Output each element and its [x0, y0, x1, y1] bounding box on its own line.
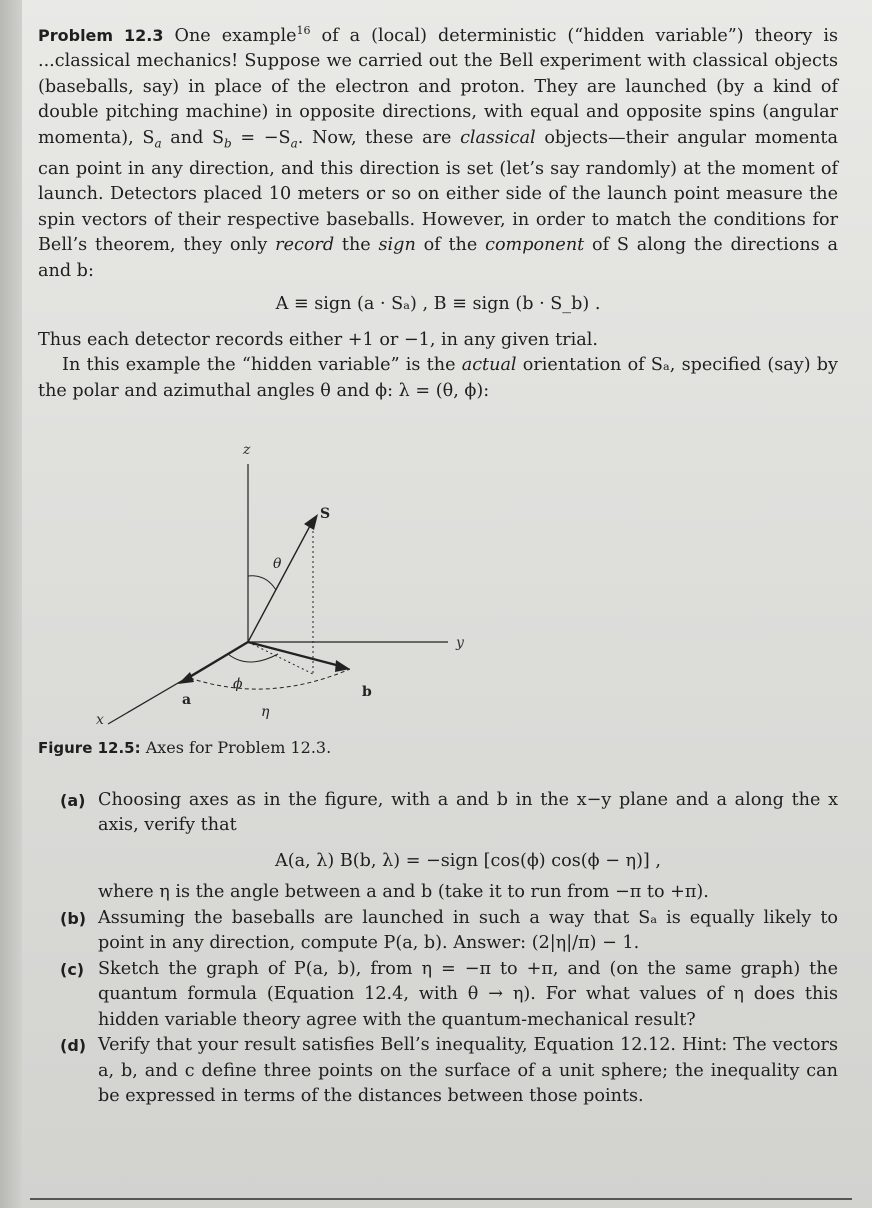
- problem-paragraph: [38, 18, 838, 284]
- subscript-a: a: [154, 136, 162, 151]
- part-tag: (b): [60, 908, 87, 928]
- problem-label: Problem 12.3: [38, 25, 164, 45]
- problem-intro: One example: [174, 25, 297, 46]
- problem-parts: [60, 788, 838, 1110]
- emph-component: component: [485, 235, 585, 256]
- problem-text-6: the: [334, 235, 379, 256]
- sign-equation: A ≡ sign (a · Sₐ) , B ≡ sign (b · S_b) .: [275, 294, 601, 315]
- phi-label: ϕ: [233, 676, 243, 693]
- b-label: b: [362, 684, 372, 701]
- problem-text-3: = −S: [231, 127, 291, 148]
- caption-label: Figure 12.5:: [38, 739, 141, 758]
- emph-actual: actual: [461, 355, 517, 376]
- bottom-rule: [30, 1198, 852, 1200]
- part-a-text: Choosing axes as in the figure, with a and b in the x−y plane and a along the x axis, verify that: [98, 789, 838, 836]
- figure-caption: [38, 735, 838, 762]
- part-tag: (d): [60, 1036, 87, 1056]
- s-arrowhead: [304, 514, 318, 530]
- problem-text-7: of the: [415, 235, 486, 256]
- part-tag: (c): [60, 959, 85, 979]
- part-a-text-2: where η is the angle between a and b (take it to run from −π to +π).: [98, 882, 709, 903]
- page-edge-shadow: [0, 0, 22, 1208]
- part-tag: (a): [60, 790, 86, 810]
- subscript-a-2: a: [290, 136, 298, 151]
- figure-axes: [38, 414, 838, 729]
- z-label: z: [243, 442, 251, 459]
- subscript-b: b: [224, 136, 232, 151]
- part-a: [60, 788, 838, 906]
- hv-text-b: orientation of Sₐ, specified (say) by the polar and azimuthal angles θ and ϕ: λ = (θ, ϕ):: [38, 355, 838, 401]
- a-label: a: [182, 692, 192, 709]
- detector-paragraph: Thus each detector records either +1 or −1, in any given trial.: [38, 329, 598, 350]
- caption-text: Axes for Problem 12.3.: [140, 738, 332, 758]
- eta-arc: [190, 669, 350, 689]
- s-vector: [248, 524, 311, 642]
- theta-label: θ: [273, 556, 282, 573]
- s-label: S: [320, 506, 331, 523]
- problem-text-1: of a (local) deterministic (“hidden variable”) theory is ...classical mechanics! Suppose we carried out the Bell experiment with classical objects (baseballs, say) in place of the electron and proton. They are launched (by a kind of double pitching machine) in opposite directions, with equal and opposite spins (angular momenta), S: [38, 25, 839, 148]
- part-a-equation: A(a, λ) B(b, λ) = −sign [cos(ϕ) cos(ϕ − η)] ,: [275, 850, 661, 871]
- emph-record: record: [275, 235, 335, 256]
- y-label: y: [456, 635, 464, 652]
- part-d: [60, 1033, 838, 1110]
- s-plane-projection: [248, 642, 313, 674]
- emph-classical: classical: [460, 127, 536, 148]
- problem-text-2: and S: [161, 127, 225, 148]
- phi-arc: [228, 654, 278, 662]
- part-body: [98, 788, 838, 906]
- a-arrowhead: [178, 672, 194, 684]
- theta-arc: [248, 576, 276, 590]
- problem-text-8: of S along the directions a and b:: [38, 235, 838, 281]
- part-b: [60, 906, 838, 957]
- part-c-text: Sketch the graph of P(a, b), from η = −π to +π, and (on the same graph) the quantum formula (Equation 12.4, with θ → η). For what values of η does this hidden variable theory agree with the quantum-mechanical result?: [98, 958, 838, 1030]
- hidden-variable-paragraph: [38, 353, 838, 404]
- hv-text-a: In this example the “hidden variable” is the: [62, 355, 462, 376]
- x-label: x: [96, 712, 104, 729]
- problem-content: [38, 18, 838, 1110]
- axes-diagram: [78, 414, 498, 729]
- eta-label: η: [261, 704, 270, 721]
- part-c: [60, 957, 838, 1034]
- problem-text-5: objects—their angular momenta can point in any direction, and this direction is set (let’s say randomly) at the moment of launch. Detectors placed 10 meters or so on either side of the launch point measure the spin vectors of their respective baseballs. However, in order to match the conditions for Bell’s theorem, they only: [38, 127, 838, 256]
- emph-sign: sign: [378, 235, 416, 256]
- b-vector: [248, 642, 340, 666]
- part-b-text: Assuming the baseballs are launched in such a way that Sₐ is equally likely to point in any direction, compute P(a, b). Answer: (2|η|/π) − 1.: [98, 907, 838, 954]
- footnote-marker: 16: [296, 24, 311, 37]
- part-d-text: Verify that your result satisfies Bell’s inequality, Equation 12.12. Hint: The vectors a, b, and c define three points on the surface of a unit sphere; the inequality can be expressed in terms of the distances between those points.: [98, 1035, 838, 1107]
- problem-text-4: . Now, these are: [297, 127, 461, 148]
